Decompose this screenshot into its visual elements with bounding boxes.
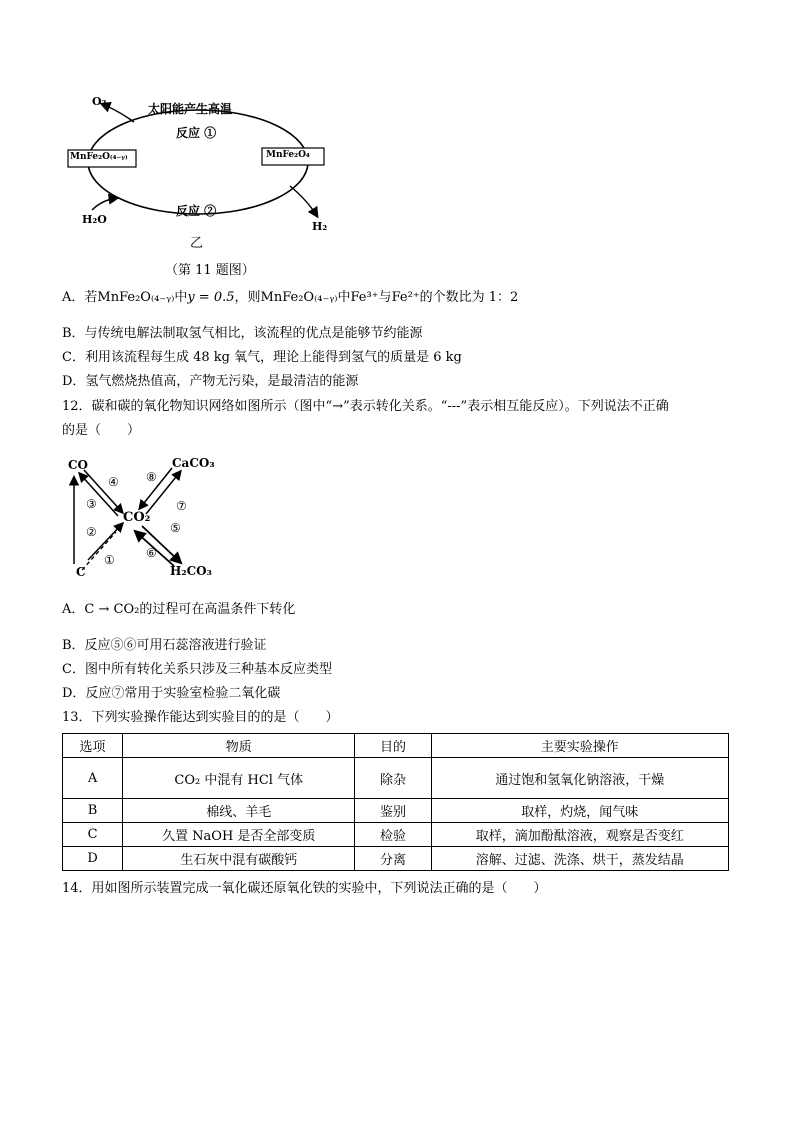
fig12-co: CO: [68, 458, 89, 472]
h2-arrow: [290, 186, 317, 216]
q11-a-fe2: Fe²⁺: [391, 290, 420, 305]
q12-option-c: C．图中所有转化关系只涉及三种基本反应类型: [62, 662, 332, 677]
table-row: [63, 823, 729, 847]
table-cell: D: [63, 847, 123, 871]
table-cell: 检验: [355, 823, 431, 847]
table-cell: 取样，滴加酚酞溶液，观察是否变红: [431, 823, 728, 847]
q11-a-pre: A．若: [62, 290, 98, 305]
table-cell: 除杂: [355, 758, 431, 799]
fig11-h2o-label: H₂O: [82, 213, 107, 226]
q11-a-formula: MnFe₂O₍₄₋ᵧ₎: [97, 290, 175, 305]
table-header-row: [63, 734, 729, 758]
table-cell: A: [63, 758, 123, 799]
q11-option-b: B．与传统电解法制取氢气相比，该流程的优点是能够节约能源: [62, 326, 423, 341]
fig11-h2-label: H₂: [312, 220, 328, 233]
q11-a-and: 与: [378, 290, 392, 305]
q11-a-mid2: 中: [337, 290, 351, 305]
fig11-top-label: 太阳能产生高温: [148, 102, 233, 116]
q12-stem-line2: 的是（ ）: [62, 423, 141, 438]
fig11-caption: （第 11 题图）: [165, 263, 255, 278]
table-row: [63, 847, 729, 871]
q11-a-comma: ，则: [234, 290, 261, 305]
table-cell: 鉴别: [355, 799, 431, 823]
q12-option-a: [62, 600, 295, 620]
q12-a-tail: 的过程可在高温条件下转化: [139, 602, 296, 617]
fig12-h2co3: H₂CO₃: [170, 564, 212, 578]
table-cell: B: [63, 799, 123, 823]
fig11-sublabel: 乙: [190, 236, 204, 251]
q12-option-d: D．反应⑦常用于实验室检验二氧化碳: [62, 686, 281, 701]
q11-a-fe3: Fe³⁺: [350, 290, 379, 305]
table-cell: C: [63, 823, 123, 847]
fig12-n5: ⑤: [170, 521, 181, 535]
fig11-reaction1: 反应 ①: [176, 126, 217, 140]
table-header-cell: 主要实验操作: [431, 734, 728, 758]
fig12-n1: ①: [104, 553, 115, 567]
fig12-c: C: [76, 565, 86, 579]
fig12-n8: ⑧: [146, 470, 157, 484]
q12-a-pre: A．: [62, 602, 85, 617]
q12-stem-line1: 12．碳和碳的氧化物知识网络如图所示（图中“→”表示转化关系。“---”表示相互能反应）。下列说法不正确: [62, 399, 669, 414]
o2-arrow: [102, 104, 134, 122]
fig11-left-box-label: MnFe₂O₍₄₋ᵧ₎: [70, 152, 128, 162]
fig12-n6: ⑥: [146, 546, 157, 560]
q11-a-formula2: MnFe₂O₍₄₋ᵧ₎: [260, 290, 338, 305]
q12-option-b: B．反应⑤⑥可用石蕊溶液进行验证: [62, 638, 267, 653]
q13-table: [62, 733, 729, 871]
table-header-cell: 物质: [123, 734, 355, 758]
fig12-n7: ⑦: [176, 499, 187, 513]
fig12-n4: ④: [108, 475, 119, 489]
fig12-caco3: CaCO₃: [172, 456, 215, 470]
fig12-n3: ③: [86, 497, 97, 511]
table-cell: 棉线、羊毛: [123, 799, 355, 823]
fig12-n2: ②: [86, 525, 97, 539]
h2o-arrow: [92, 198, 117, 210]
q11-option-d: D．氢气燃烧热值高，产物无污染，是最清洁的能源: [62, 374, 359, 389]
table-header-cell: 目的: [355, 734, 431, 758]
q11-a-tail: 的个数比为 1：2: [419, 290, 519, 305]
q14-stem: 14．用如图所示装置完成一氧化碳还原氧化铁的实验中，下列说法正确的是（ ）: [62, 881, 547, 896]
fig11-o2-label: O₂: [92, 95, 107, 108]
table-cell: 久置 NaOH 是否全部变质: [123, 823, 355, 847]
table-cell: 取样，灼烧，闻气味: [431, 799, 728, 823]
q11-a-mid: 中: [174, 290, 188, 305]
q12-a-formula: C → CO₂: [84, 602, 140, 617]
table-row: [63, 758, 729, 799]
table-cell: 生石灰中混有碳酸钙: [123, 847, 355, 871]
fig11-right-box-label: MnFe₂O₄: [266, 150, 310, 160]
table-cell: 溶解、过滤、洗涤、烘干，蒸发结晶: [431, 847, 728, 871]
table-cell: 分离: [355, 847, 431, 871]
table-header-cell: 选项: [63, 734, 123, 758]
fig12-co2: CO₂: [123, 510, 151, 525]
q13-stem: 13．下列实验操作能达到实验目的的是（ ）: [62, 710, 339, 725]
fig11-reaction2: 反应 ②: [176, 204, 217, 218]
q11-option-a: [62, 288, 518, 308]
table-cell: 通过饱和氢氧化钠溶液，干燥: [431, 758, 728, 799]
table-cell: CO₂ 中混有 HCl 气体: [123, 758, 355, 799]
q11-a-y: y = 0.5: [187, 290, 235, 305]
table-row: [63, 799, 729, 823]
q11-option-c: C．利用该流程每生成 48 kg 氧气，理论上能得到氢气的质量是 6 kg: [62, 350, 462, 365]
